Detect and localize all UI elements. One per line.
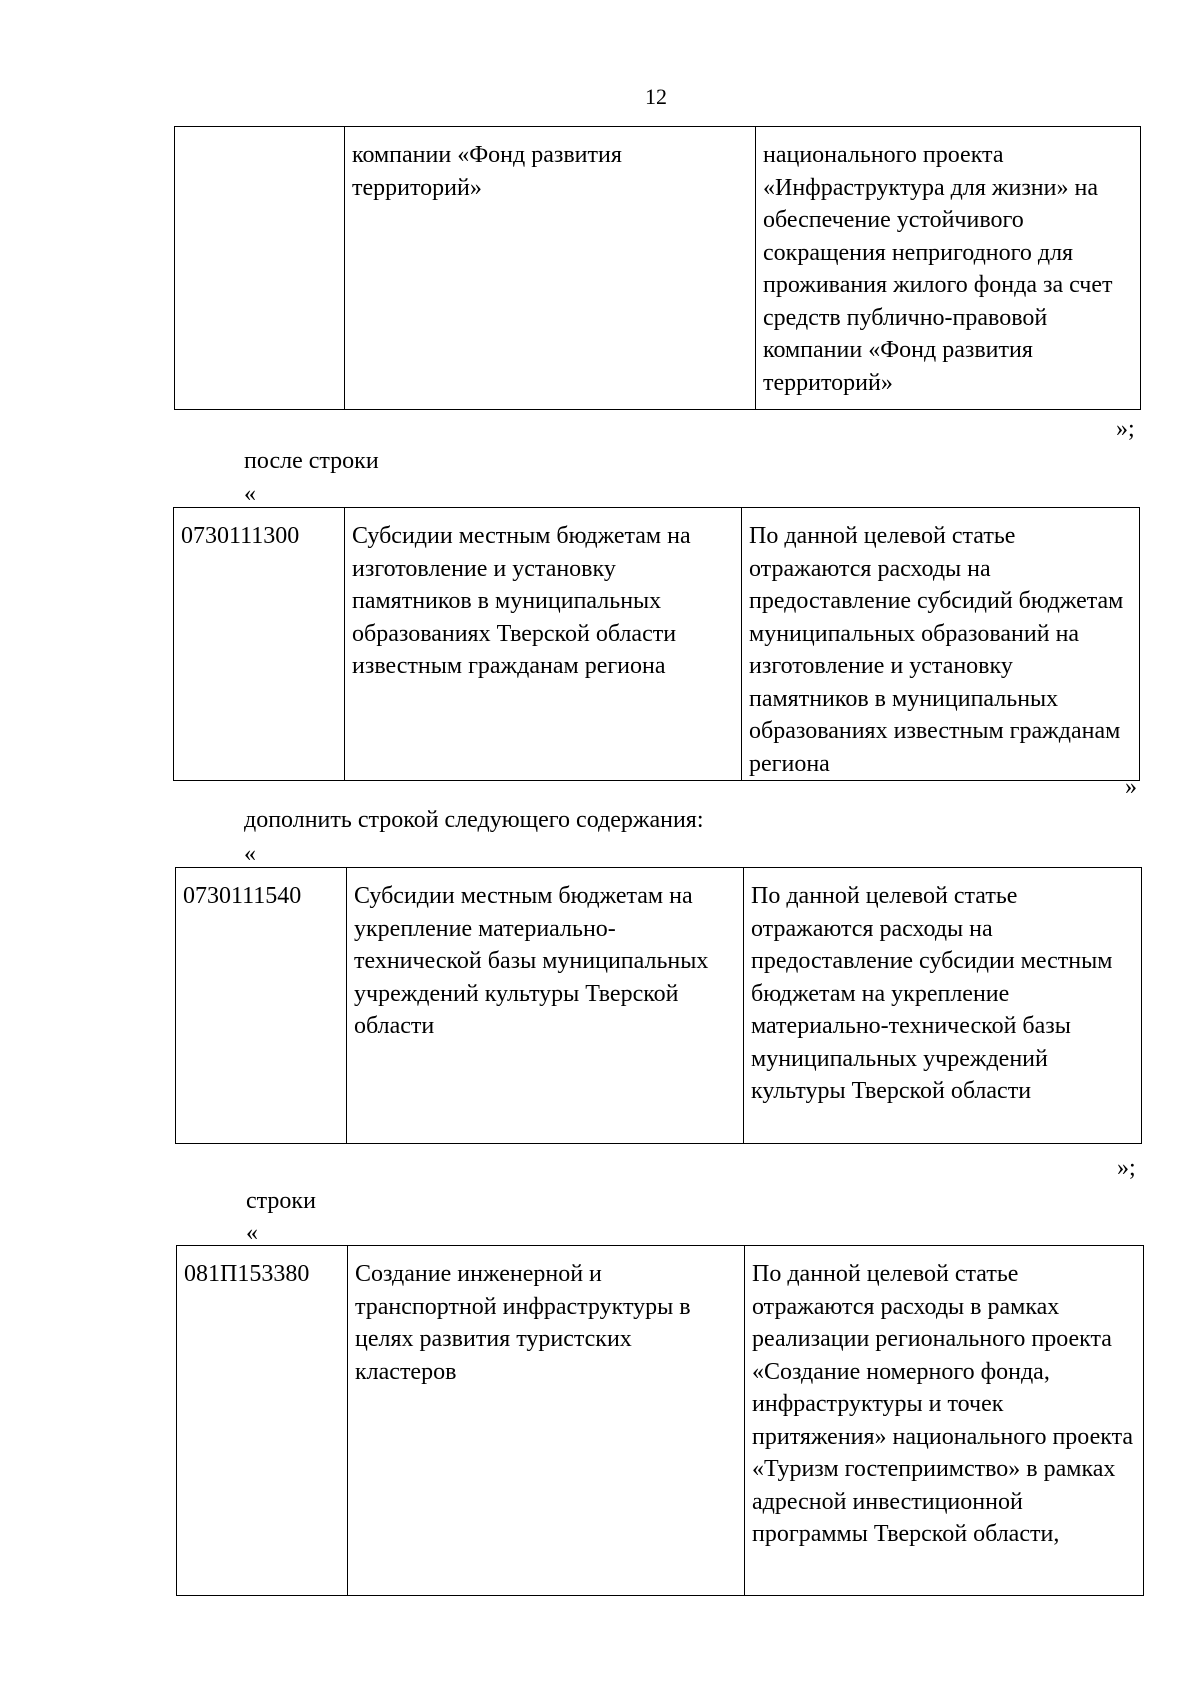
table-row — [176, 868, 1142, 1144]
opening-quote: « — [244, 841, 256, 867]
description-cell: По данной целевой статье отражаются расходы на предоставление субсидий бюджетам муниципальных образований на изготовление и установку памятников в муниципальных образованиях известным гражданам региона — [742, 508, 1140, 781]
closing-quote: »; — [1116, 416, 1135, 442]
closing-quote: »; — [1117, 1155, 1136, 1181]
opening-quote: « — [244, 481, 256, 507]
code-cell: 0730111300 — [174, 508, 345, 781]
description-cell: По данной целевой статье отражаются расходы в рамках реализации регионального проекта «Создание номерного фонда, инфраструктуры и точек притяжения» национального проекта «Туризм гостеприимство» в рамках адресной инвестиционной программы Тверской области, — [745, 1246, 1144, 1596]
classification-table-continuation — [174, 126, 1141, 410]
name-cell: Субсидии местным бюджетам на укрепление материально-технической базы муниципальных учреждений культуры Тверской области — [347, 868, 744, 1144]
code-cell — [175, 127, 345, 410]
code-cell: 0730111540 — [176, 868, 347, 1144]
closing-quote: » — [1125, 774, 1137, 800]
description-cell: национального проекта «Инфраструктура для жизни» на обеспечение устойчивого сокращения непригодного для проживания жилого фонда за счет средств публично-правовой компании «Фонд развития территорий» — [756, 127, 1141, 410]
name-cell: Субсидии местным бюджетам на изготовление и установку памятников в муниципальных образованиях Тверской области известным гражданам региона — [345, 508, 742, 781]
code-cell: 081П153380 — [177, 1246, 348, 1596]
classification-table-row-0730111540 — [175, 867, 1142, 1144]
name-cell: компании «Фонд развития территорий» — [345, 127, 756, 410]
paragraph-after-row: после строки — [244, 448, 379, 474]
classification-table-row-081P153380 — [176, 1245, 1144, 1596]
table-row — [177, 1246, 1144, 1596]
table-row — [174, 508, 1140, 781]
paragraph-rows: строки — [246, 1188, 316, 1214]
classification-table-row-0730111300 — [173, 507, 1140, 781]
opening-quote: « — [246, 1220, 258, 1246]
page-number: 12 — [645, 84, 667, 109]
paragraph-add-row: дополнить строкой следующего содержания: — [244, 807, 704, 833]
description-cell: По данной целевой статье отражаются расходы на предоставление субсидии местным бюджетам на укрепление материально-технической базы муниципальных учреждений культуры Тверской области — [744, 868, 1142, 1144]
table-row — [175, 127, 1141, 410]
name-cell: Создание инженерной и транспортной инфраструктуры в целях развития туристских кластеров — [348, 1246, 745, 1596]
